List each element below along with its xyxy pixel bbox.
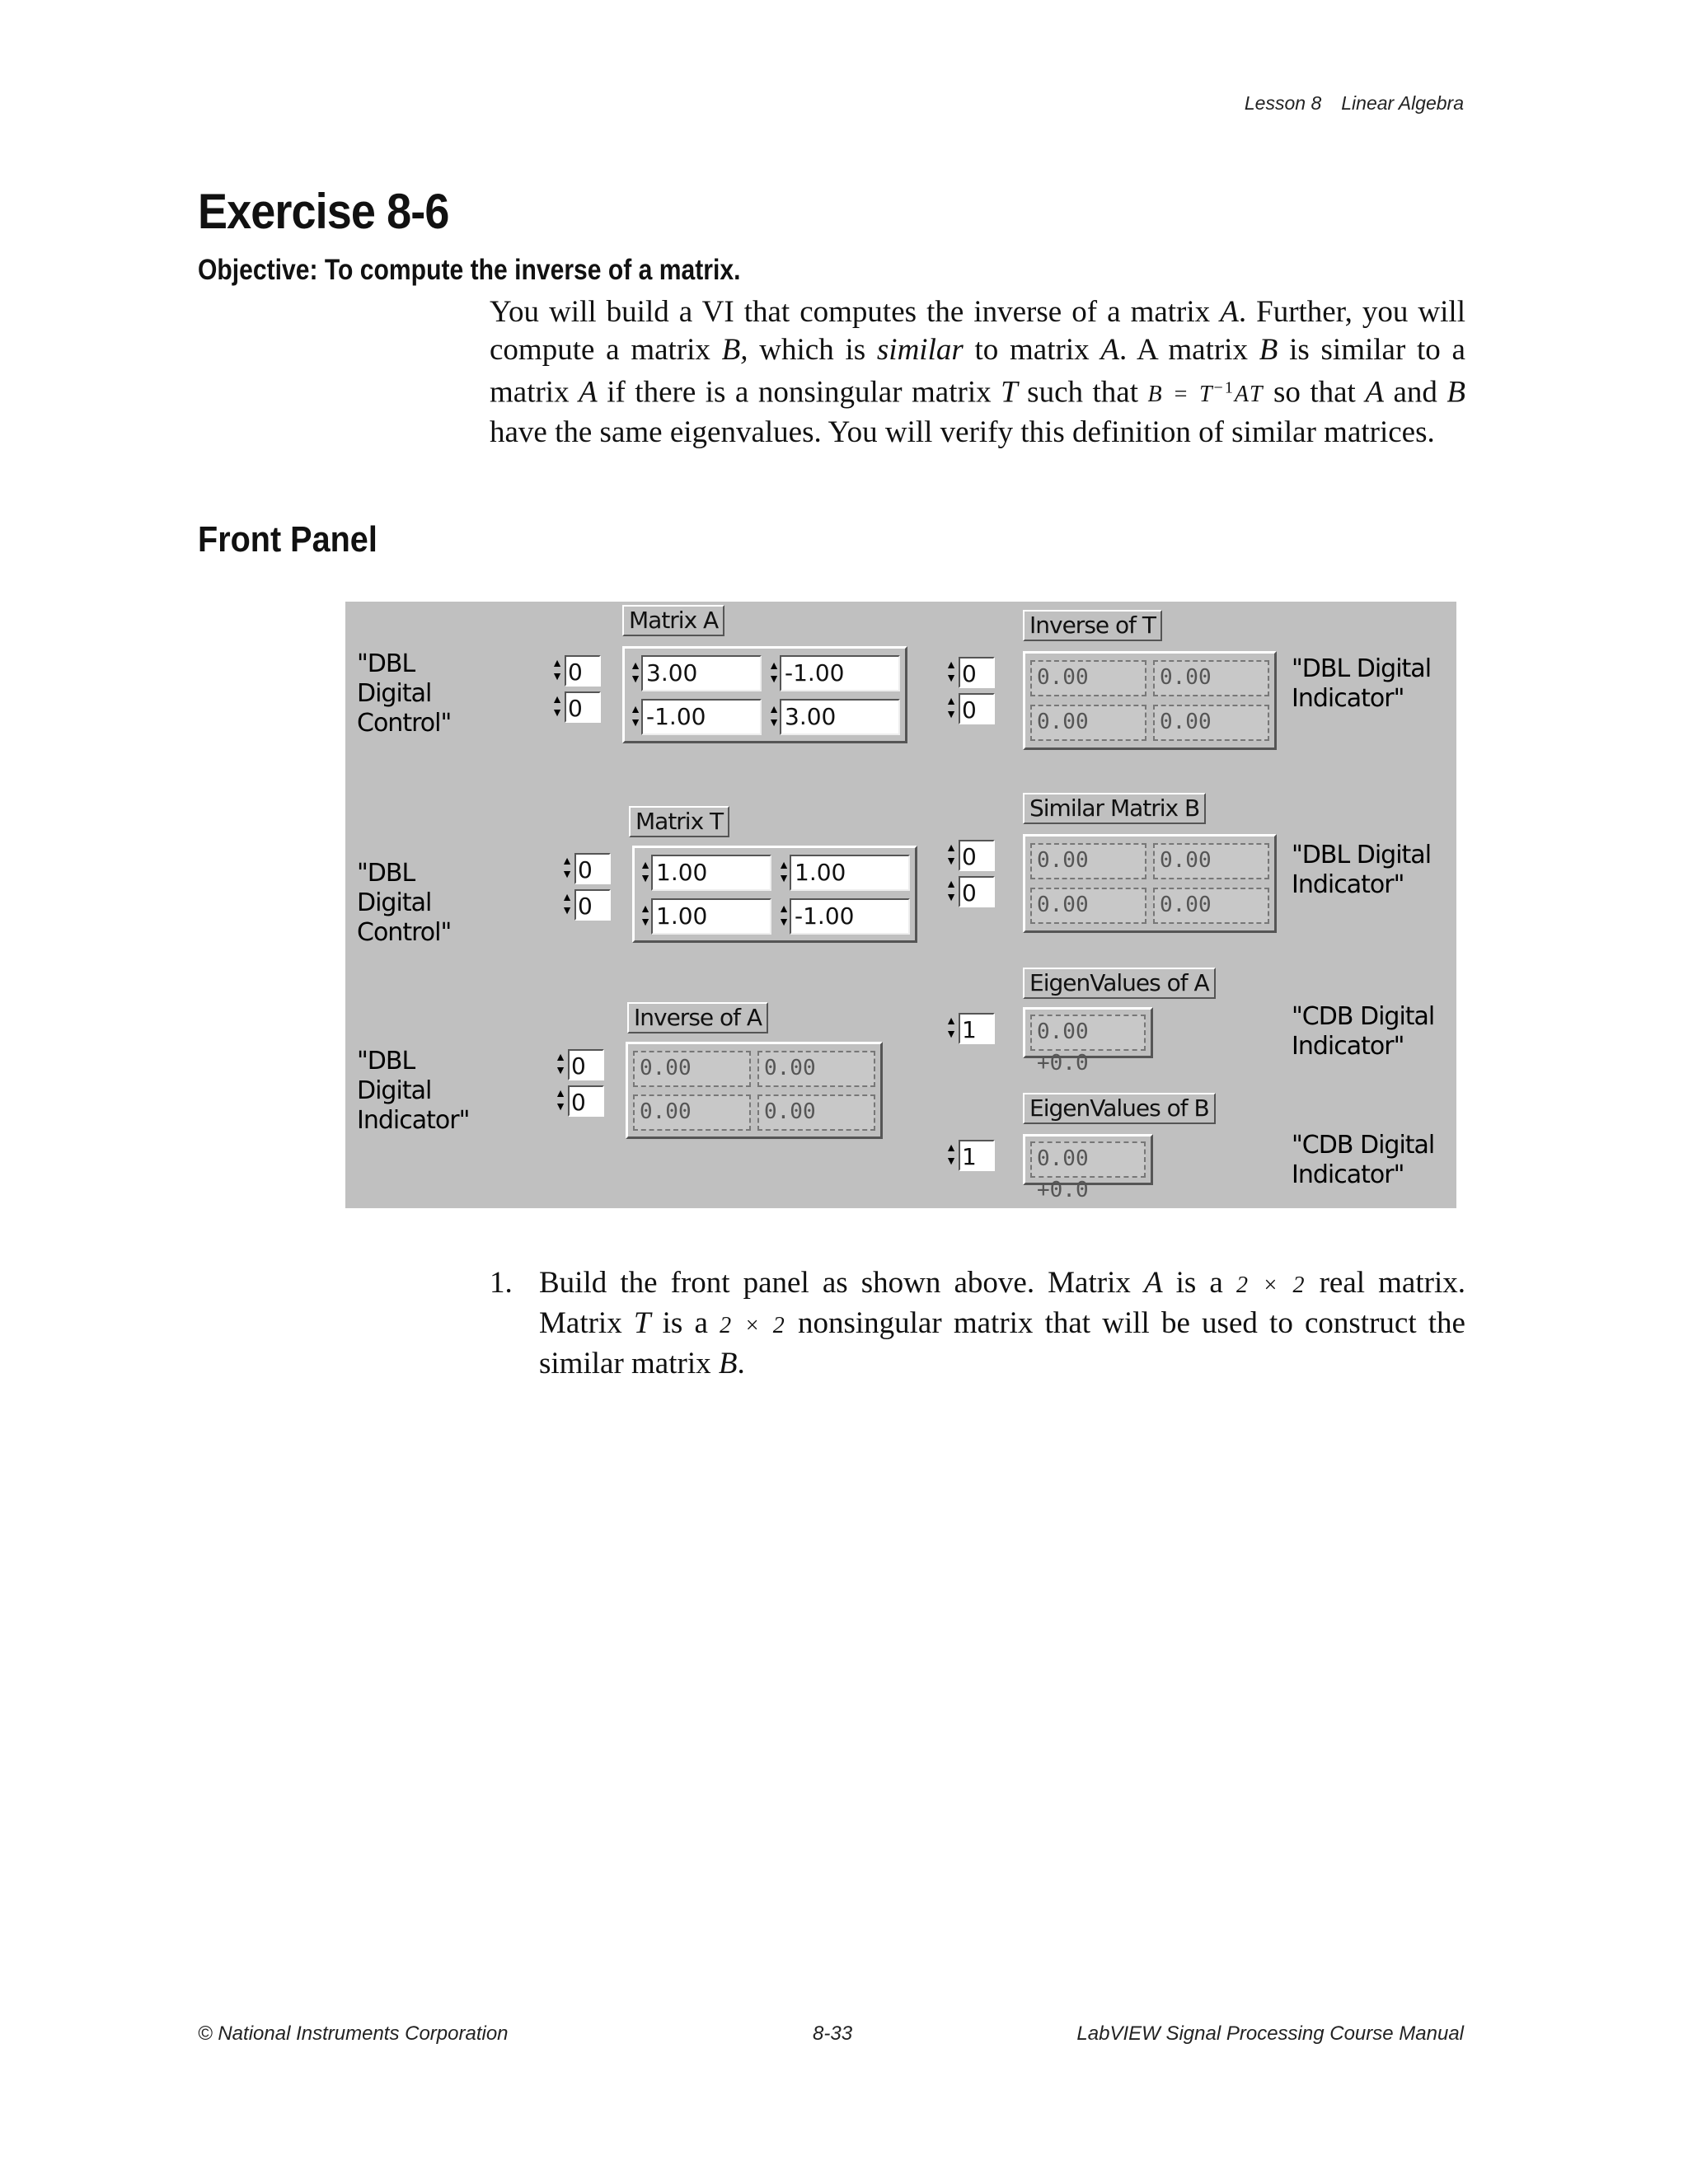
similar-b-col-index[interactable]: 0 bbox=[959, 876, 995, 907]
eig-b-value: 0.00 +0.0 bbox=[1030, 1141, 1146, 1178]
eig-a-value: 0.00 +0.0 bbox=[1030, 1015, 1146, 1051]
matrix-t-side-label: "DBL Digital Control" bbox=[357, 859, 452, 947]
inverse-a-cell: 0.00 bbox=[633, 1094, 751, 1131]
matrix-t-index[interactable] bbox=[561, 851, 614, 925]
eig-a-indicator bbox=[1023, 1007, 1153, 1076]
matrix-a-cell[interactable]: -1.00 bbox=[641, 699, 762, 735]
similar-b-cell: 0.00 bbox=[1153, 888, 1269, 924]
inverse-t-cell: 0.00 bbox=[1030, 705, 1146, 741]
inverse-t-cell: 0.00 bbox=[1153, 705, 1269, 741]
matrix-a-control[interactable] bbox=[622, 646, 907, 743]
inverse-a-side-label: "DBL Digital Indicator" bbox=[357, 1047, 470, 1135]
matrix-t-row-index[interactable]: 0 bbox=[574, 853, 611, 884]
eig-b-index[interactable] bbox=[945, 1137, 998, 1175]
col-index-spinner-icon[interactable]: ▲ ▼ bbox=[945, 696, 957, 721]
inverse-t-row-index[interactable]: 0 bbox=[959, 657, 995, 688]
inverse-t-cell: 0.00 bbox=[1153, 660, 1269, 696]
col-index-spinner-icon[interactable]: ▲ ▼ bbox=[561, 892, 573, 917]
eig-b-title: EigenValues of B bbox=[1023, 1093, 1216, 1124]
exercise-title: Exercise 8-6 bbox=[198, 184, 449, 239]
inverse-a-row-index[interactable]: 0 bbox=[568, 1049, 604, 1080]
similar-b-indicator bbox=[1023, 834, 1277, 933]
eig-b-index-value[interactable]: 1 bbox=[959, 1140, 995, 1171]
inverse-t-side-label: "DBL Digital Indicator" bbox=[1292, 654, 1432, 713]
eig-b-indicator bbox=[1023, 1134, 1153, 1202]
running-header bbox=[1245, 92, 1464, 115]
inverse-a-index[interactable] bbox=[555, 1047, 607, 1121]
increment-icon[interactable]: ▲ ▼ bbox=[640, 859, 651, 885]
inverse-a-cell: 0.00 bbox=[757, 1094, 875, 1131]
matrix-a-index[interactable] bbox=[551, 653, 604, 727]
matrix-a-row-index[interactable]: 0 bbox=[565, 655, 601, 687]
eig-a-index-value[interactable]: 1 bbox=[959, 1013, 995, 1044]
inverse-a-indicator bbox=[626, 1042, 883, 1139]
increment-icon[interactable]: ▲ ▼ bbox=[768, 659, 780, 686]
header-topic: Linear Algebra bbox=[1341, 92, 1464, 114]
inverse-a-title: Inverse of A bbox=[627, 1002, 768, 1033]
inverse-t-title: Inverse of T bbox=[1023, 610, 1162, 641]
col-index-spinner-icon[interactable]: ▲ ▼ bbox=[551, 694, 563, 719]
similar-b-side-label: "DBL Digital Indicator" bbox=[1292, 841, 1432, 899]
index-spinner-icon[interactable]: ▲ ▼ bbox=[945, 1142, 957, 1168]
similar-b-title: Similar Matrix B bbox=[1023, 793, 1206, 824]
inverse-a-col-index[interactable]: 0 bbox=[568, 1085, 604, 1117]
row-index-spinner-icon[interactable]: ▲ ▼ bbox=[945, 659, 957, 685]
instruction-list bbox=[490, 1264, 1465, 1383]
col-index-spinner-icon[interactable]: ▲ ▼ bbox=[945, 879, 957, 904]
matrix-t-cell[interactable]: -1.00 bbox=[790, 898, 910, 935]
col-index-spinner-icon[interactable]: ▲ ▼ bbox=[555, 1088, 566, 1113]
step-number: 1. bbox=[490, 1266, 513, 1300]
labview-front-panel bbox=[345, 602, 1456, 1208]
matrix-t-cell[interactable]: 1.00 bbox=[790, 855, 910, 891]
increment-icon[interactable]: ▲ ▼ bbox=[778, 859, 790, 885]
eig-a-index[interactable] bbox=[945, 1010, 998, 1048]
increment-icon[interactable]: ▲ ▼ bbox=[778, 902, 790, 929]
matrix-t-title: Matrix T bbox=[629, 806, 729, 837]
increment-icon[interactable]: ▲ ▼ bbox=[630, 659, 641, 686]
matrix-a-title: Matrix A bbox=[622, 605, 724, 636]
section-title-front-panel: Front Panel bbox=[198, 519, 377, 560]
inverse-t-indicator bbox=[1023, 651, 1277, 750]
instruction-step: 1. Build the front panel as shown above. Matrix A is a 2 × 2 real matrix. Matrix T is a 2 × 2 nonsingular matrix that will be used to construct the similar matrix B. bbox=[490, 1266, 1465, 1380]
similar-b-row-index[interactable]: 0 bbox=[959, 840, 995, 871]
inverse-a-cell: 0.00 bbox=[633, 1051, 751, 1087]
footer-manual-title: LabVIEW Signal Processing Course Manual bbox=[1076, 2022, 1464, 2045]
matrix-a-side-label: "DBL Digital Control" bbox=[357, 649, 452, 738]
increment-icon[interactable]: ▲ ▼ bbox=[640, 902, 651, 929]
matrix-a-cell[interactable]: 3.00 bbox=[641, 655, 762, 691]
matrix-t-control[interactable] bbox=[632, 846, 917, 943]
footer-copyright: © National Instruments Corporation bbox=[198, 2022, 509, 2045]
intro-paragraph: You will build a VI that computes the inverse of a matrix A. Further, you will compute a matrix B, which is similar to matrix A. A matrix B is similar to a matrix A if there is a nonsingular matrix T such that $B = T^{-1}AT$ so that A and B have the same eigenvalues. You will verify this definition of similar matrices. bbox=[490, 295, 1465, 450]
similarity-equation: $B = T^{-1}AT$ bbox=[1147, 379, 1264, 408]
footer-page-number: 8-33 bbox=[813, 2022, 853, 2045]
header-lesson: Lesson 8 bbox=[1244, 92, 1322, 114]
matrix-a-col-index[interactable]: 0 bbox=[565, 691, 601, 723]
similar-b-cell: 0.00 bbox=[1030, 888, 1146, 924]
matrix-a-cell[interactable]: 3.00 bbox=[780, 699, 900, 735]
matrix-t-col-index[interactable]: 0 bbox=[574, 889, 611, 921]
similar-b-cell: 0.00 bbox=[1030, 843, 1146, 879]
matrix-t-cell[interactable]: 1.00 bbox=[651, 855, 771, 891]
similar-b-cell: 0.00 bbox=[1153, 843, 1269, 879]
eig-a-side-label: "CDB Digital Indicator" bbox=[1292, 1002, 1435, 1061]
row-index-spinner-icon[interactable]: ▲ ▼ bbox=[551, 658, 563, 683]
matrix-a-cell[interactable]: -1.00 bbox=[780, 655, 900, 691]
matrix-t-cell[interactable]: 1.00 bbox=[651, 898, 771, 935]
increment-icon[interactable]: ▲ ▼ bbox=[630, 703, 641, 729]
inverse-t-index[interactable] bbox=[945, 654, 998, 729]
eig-b-side-label: "CDB Digital Indicator" bbox=[1292, 1131, 1435, 1189]
row-index-spinner-icon[interactable]: ▲ ▼ bbox=[555, 1052, 566, 1077]
increment-icon[interactable]: ▲ ▼ bbox=[768, 703, 780, 729]
inverse-a-cell: 0.00 bbox=[757, 1051, 875, 1087]
eig-a-title: EigenValues of A bbox=[1023, 968, 1216, 999]
objective-line: Objective: To compute the inverse of a matrix. bbox=[198, 254, 741, 286]
inverse-t-cell: 0.00 bbox=[1030, 660, 1146, 696]
row-index-spinner-icon[interactable]: ▲ ▼ bbox=[945, 842, 957, 868]
row-index-spinner-icon[interactable]: ▲ ▼ bbox=[561, 855, 573, 881]
index-spinner-icon[interactable]: ▲ ▼ bbox=[945, 1015, 957, 1041]
similar-b-index[interactable] bbox=[945, 837, 998, 912]
inverse-t-col-index[interactable]: 0 bbox=[959, 693, 995, 724]
